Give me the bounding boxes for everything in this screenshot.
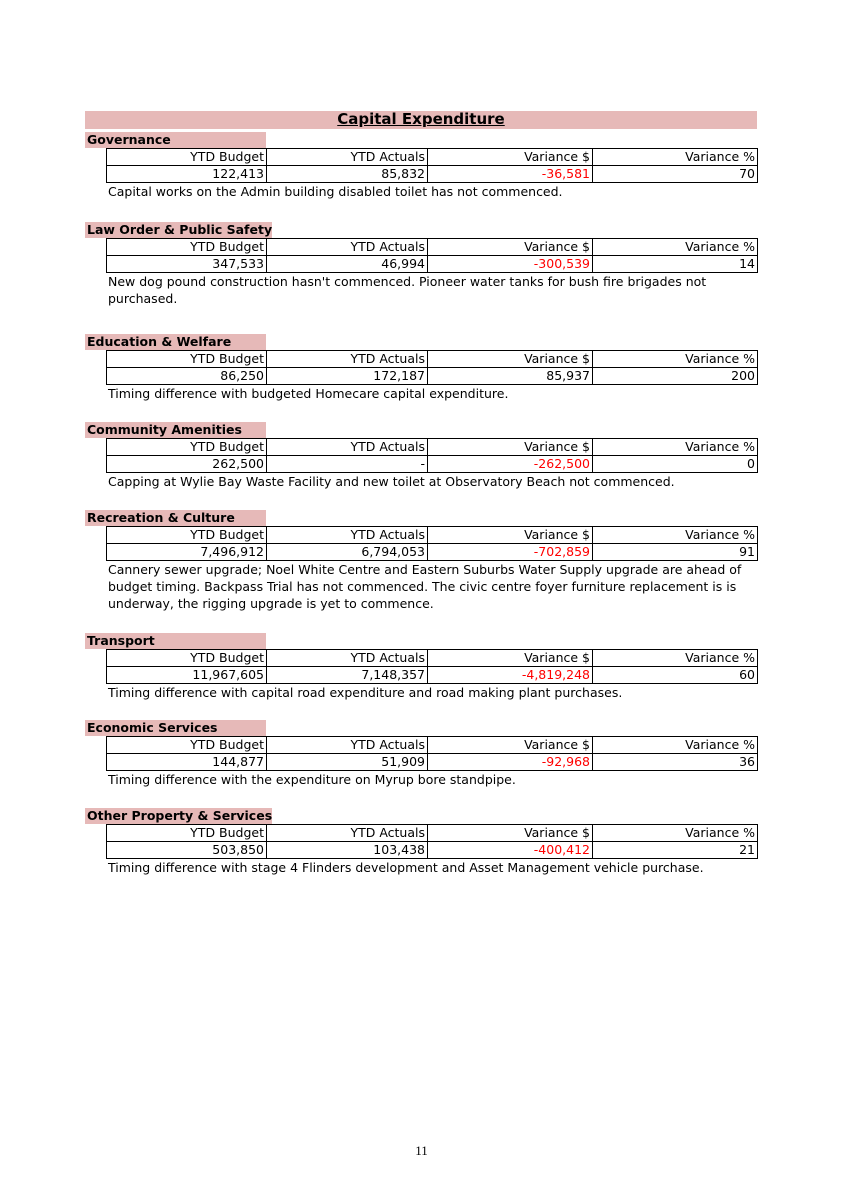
section-heading: Economic Services: [85, 720, 266, 736]
col-header-budget: YTD Budget: [107, 439, 267, 456]
col-header-actuals: YTD Actuals: [267, 439, 428, 456]
col-header-budget: YTD Budget: [107, 149, 267, 166]
actuals-value: 46,994: [267, 256, 428, 273]
table-header-row: [107, 650, 758, 667]
actuals-value: 6,794,053: [267, 544, 428, 561]
col-header-budget: YTD Budget: [107, 239, 267, 256]
table-row: [107, 166, 758, 183]
section-other-property: [85, 805, 757, 876]
col-header-variance-pct: Variance %: [593, 650, 758, 667]
section-heading: Education & Welfare: [85, 334, 266, 350]
variance-value: -702,859: [428, 544, 593, 561]
table-header-row: [107, 351, 758, 368]
section-education-welfare: [85, 331, 757, 402]
variance-pct-value: 14: [593, 256, 758, 273]
financial-table: [106, 824, 758, 859]
col-header-budget: YTD Budget: [107, 737, 267, 754]
budget-value: 86,250: [107, 368, 267, 385]
col-header-variance: Variance $: [428, 737, 593, 754]
financial-table: [106, 649, 758, 684]
col-header-budget: YTD Budget: [107, 527, 267, 544]
table-header-row: [107, 737, 758, 754]
section-note: Capital works on the Admin building disabled toilet has not commenced.: [108, 184, 563, 199]
section-note: Timing difference with budgeted Homecare capital expenditure.: [108, 386, 509, 401]
col-header-variance: Variance $: [428, 351, 593, 368]
col-header-actuals: YTD Actuals: [267, 351, 428, 368]
actuals-value: -: [267, 456, 428, 473]
col-header-budget: YTD Budget: [107, 825, 267, 842]
variance-value: -300,539: [428, 256, 593, 273]
section-heading: Law Order & Public Safety: [87, 222, 273, 237]
col-header-variance-pct: Variance %: [593, 825, 758, 842]
col-header-variance: Variance $: [428, 825, 593, 842]
table-header-row: [107, 825, 758, 842]
financial-table: [106, 148, 758, 183]
section-note: Timing difference with capital road expenditure and road making plant purchases.: [108, 685, 623, 700]
budget-value: 7,496,912: [107, 544, 267, 561]
budget-value: 11,967,605: [107, 667, 267, 684]
section-governance: [85, 129, 757, 200]
table-row: [107, 842, 758, 859]
page-title: Capital Expenditure: [337, 110, 505, 128]
table-row: [107, 368, 758, 385]
col-header-variance-pct: Variance %: [593, 149, 758, 166]
section-note: Timing difference with the expenditure on Myrup bore standpipe.: [108, 772, 516, 787]
section-heading: Recreation & Culture: [85, 510, 266, 526]
page-number: 11: [415, 1143, 428, 1158]
variance-value: -36,581: [428, 166, 593, 183]
table-row: [107, 456, 758, 473]
actuals-value: 85,832: [267, 166, 428, 183]
col-header-variance: Variance $: [428, 527, 593, 544]
variance-pct-value: 200: [593, 368, 758, 385]
budget-value: 122,413: [107, 166, 267, 183]
col-header-actuals: YTD Actuals: [267, 737, 428, 754]
section-note: Capping at Wylie Bay Waste Facility and new toilet at Observatory Beach not commenced.: [108, 474, 675, 489]
col-header-budget: YTD Budget: [107, 650, 267, 667]
variance-pct-value: 21: [593, 842, 758, 859]
col-header-variance-pct: Variance %: [593, 351, 758, 368]
financial-table: [106, 350, 758, 385]
variance-pct-value: 36: [593, 754, 758, 771]
variance-pct-value: 70: [593, 166, 758, 183]
section-heading: Community Amenities: [85, 422, 266, 438]
actuals-value: 103,438: [267, 842, 428, 859]
col-header-variance-pct: Variance %: [593, 239, 758, 256]
table-header-row: [107, 439, 758, 456]
variance-value: -262,500: [428, 456, 593, 473]
table-header-row: [107, 527, 758, 544]
section-note: Timing difference with stage 4 Flinders development and Asset Management vehicle purchase.: [108, 860, 704, 875]
budget-value: 347,533: [107, 256, 267, 273]
variance-value: -92,968: [428, 754, 593, 771]
actuals-value: 7,148,357: [267, 667, 428, 684]
col-header-budget: YTD Budget: [107, 351, 267, 368]
actuals-value: 172,187: [267, 368, 428, 385]
variance-value: 85,937: [428, 368, 593, 385]
col-header-variance-pct: Variance %: [593, 527, 758, 544]
variance-pct-value: 60: [593, 667, 758, 684]
section-economic-services: [85, 717, 757, 788]
variance-pct-value: 91: [593, 544, 758, 561]
section-heading: Governance: [85, 132, 266, 148]
col-header-variance: Variance $: [428, 239, 593, 256]
col-header-variance-pct: Variance %: [593, 737, 758, 754]
actuals-value: 51,909: [267, 754, 428, 771]
table-header-row: [107, 149, 758, 166]
table-row: [107, 256, 758, 273]
section-heading: Transport: [85, 633, 266, 649]
financial-table: [106, 736, 758, 771]
section-law-order: [85, 219, 757, 307]
financial-table: [106, 438, 758, 473]
budget-value: 262,500: [107, 456, 267, 473]
section-heading: Other Property & Services: [87, 808, 273, 823]
budget-value: 503,850: [107, 842, 267, 859]
col-header-variance: Variance $: [428, 149, 593, 166]
col-header-actuals: YTD Actuals: [267, 825, 428, 842]
col-header-variance: Variance $: [428, 439, 593, 456]
col-header-actuals: YTD Actuals: [267, 149, 428, 166]
section-recreation-culture: [85, 507, 757, 612]
section-note: New dog pound construction hasn't commenced. Pioneer water tanks for bush fire brigades not purchased.: [108, 274, 707, 306]
col-header-actuals: YTD Actuals: [267, 527, 428, 544]
variance-value: -4,819,248: [428, 667, 593, 684]
financial-table: [106, 526, 758, 561]
col-header-variance: Variance $: [428, 650, 593, 667]
financial-table: [106, 238, 758, 273]
table-row: [107, 667, 758, 684]
col-header-actuals: YTD Actuals: [267, 650, 428, 667]
table-header-row: [107, 239, 758, 256]
table-row: [107, 544, 758, 561]
section-note: Cannery sewer upgrade; Noel White Centre and Eastern Suburbs Water Supply upgrade are ahead of budget timing. Backpass Trial has not commenced. The civic centre foyer furniture replacement is is underway, the rigging upgrade is yet to commence.: [108, 562, 742, 611]
table-row: [107, 754, 758, 771]
variance-value: -400,412: [428, 842, 593, 859]
variance-pct-value: 0: [593, 456, 758, 473]
col-header-variance-pct: Variance %: [593, 439, 758, 456]
section-transport: [85, 630, 757, 701]
col-header-actuals: YTD Actuals: [267, 239, 428, 256]
section-community-amenities: [85, 419, 757, 490]
budget-value: 144,877: [107, 754, 267, 771]
